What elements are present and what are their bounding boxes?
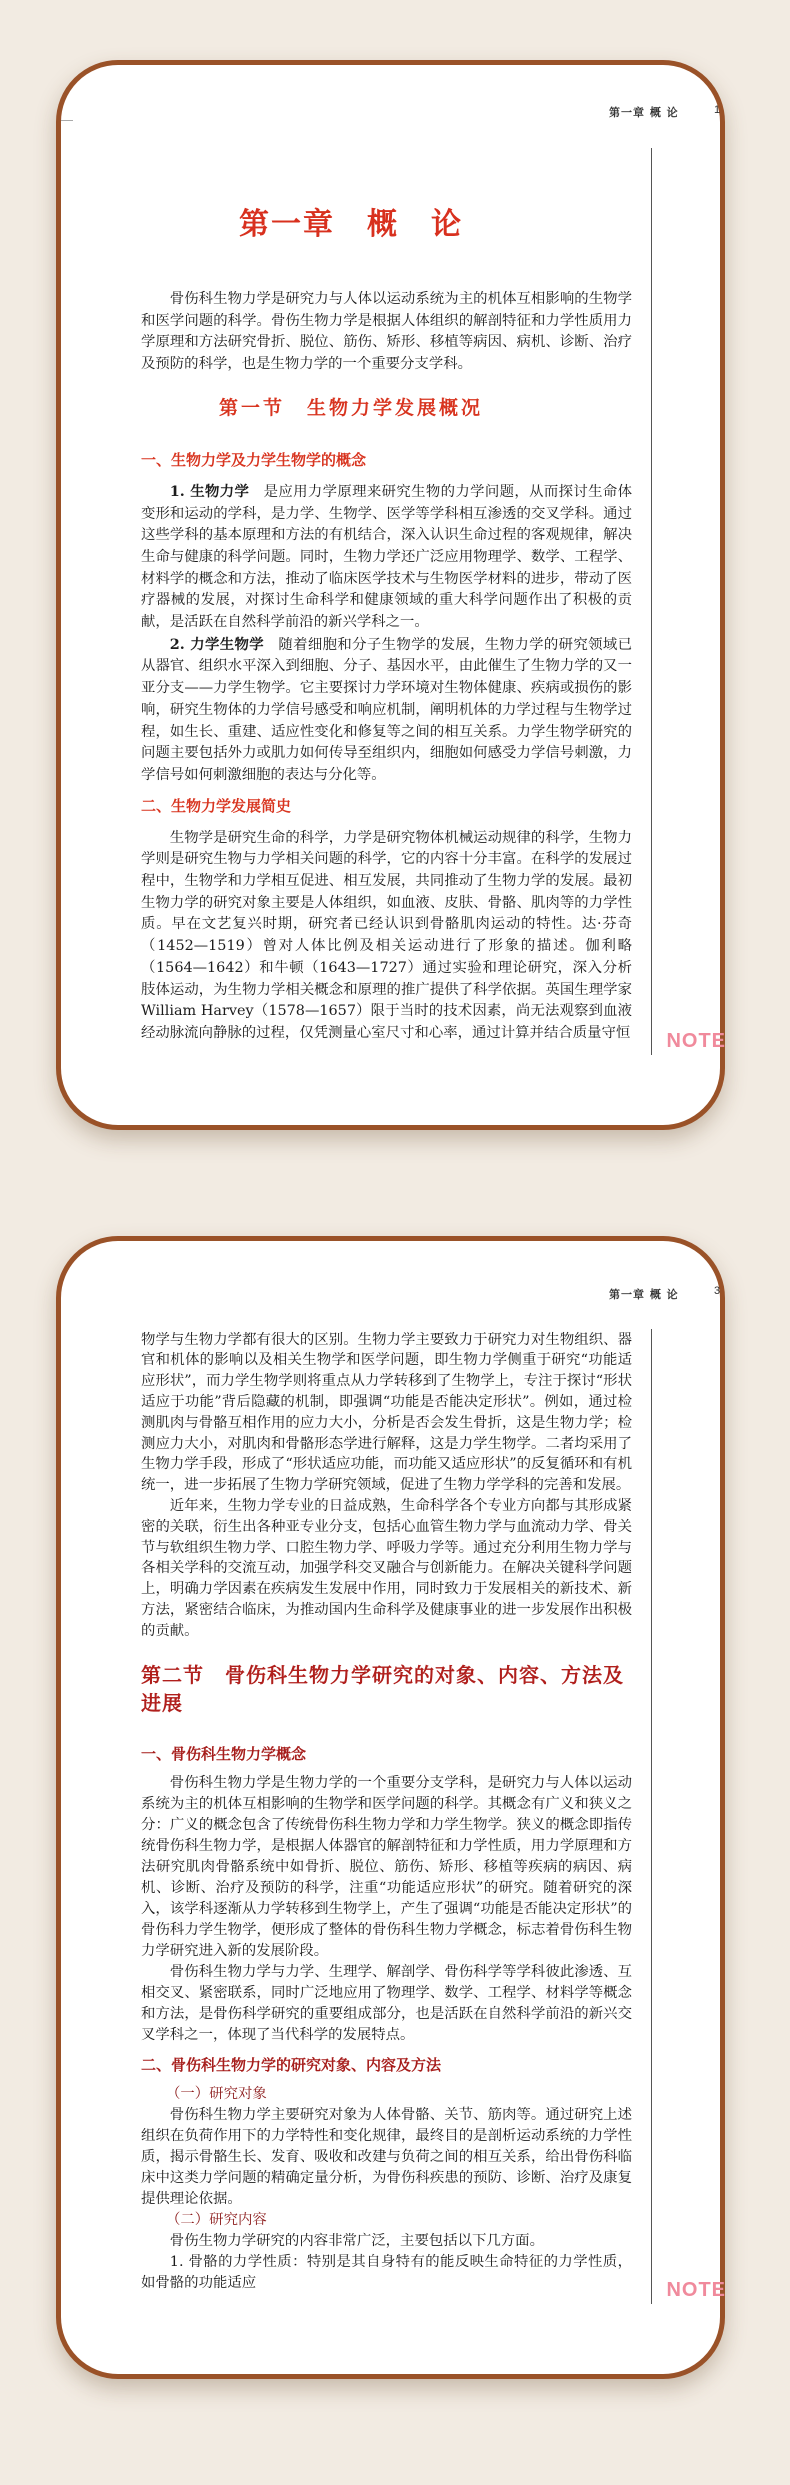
crop-mark xyxy=(61,120,73,121)
definition-mechanobiology xyxy=(141,634,632,787)
definition-text: 是应用力学原理来研究生物的力学问题，从而探讨生命体变形和运动的学科，是力学、生物学、医学等学科相互渗透的交叉学科。通过这些学科的基本原理和方法的有机结合，深入认识生命过程的客观规律，解决生命与健康的科学问题。同时，生物力学还广泛应用物理学、数学、工程学、材料学的概念和方法，推动了临床医学技术与生物医学材料的进步，带动了医疗器械的发展，对探讨生命科学和健康领域的重大科学问题作出了积极的贡献，是活跃在自然科学前沿的新兴学科之一。 xyxy=(141,483,632,631)
paragraph: 物学与生物力学都有很大的区别。生物力学主要致力于研究力对生物组织、器官和机体的影响以及相关生物学和医学问题，即生物力学侧重于研究“功能适应形状”，而力学生物学则将重点从力学转移到了生物学上，专注于探讨“形状适应于功能”背后隐藏的机制，即强调“功能是否能决定形状”。例如，通过检测肌肉与骨骼互相作用的应力大小，分析是否会发生骨折，这是生物力学；检测应力大小，对肌肉和骨骼形态学进行解释，这是力学生物学。二者均采用了生物力学手段，形成了“形状适应功能，而功能又适应形状”的反复循环和有机统一，进一步拓展了生物力学研究领域，促进了生物力学学科的完善和发展。 xyxy=(141,1331,632,1494)
heading: 二、生物力学发展简史 xyxy=(141,797,292,815)
chapter-title: 第一章 概 论 xyxy=(239,207,463,242)
history-paragraph xyxy=(141,828,632,1045)
contents-text xyxy=(141,2231,632,2294)
running-head: 第一章 概 论 xyxy=(609,106,679,119)
paragraph: 骨伤科生物力学是生物力学的一个重要分支学科，是研究力与人体以运动系统为主的机体互相影响的生物学和医学问题的科学。其概念有广义和狭义之分：广义的概念包含了传统骨伤科生物力学和力学生物学。狭义的概念即指传统骨伤科生物力学，是根据人体器官的解剖特征和力学性质，用力学原理和方法研究肌肉骨骼系统中如骨折、脱位、筋伤、矫形、移植等疾病的病因、病机、诊断、治疗及预防的科学，注重“功能适应形状”的研究。随着研究的深入，该学科逐渐从力学转移到生物学上，产生了强调“功能是否能决定形状”的骨伤科力学生物学，便形成了整体的骨伤科生物力学概念，标志着骨伤科生物力学研究进入新的发展阶段。 xyxy=(141,1774,632,1959)
book-page-3 xyxy=(56,1236,725,2379)
definition-biomechanics xyxy=(141,481,632,634)
paragraph: 近年来，生物力学专业的日益成熟，生命科学各个专业方向都与其形成紧密的关联，衍生出各种亚专业分支，包括心血管生物力学与血流动力学、骨关节与软组织生物力学、口腔生物力学、呼吸力学等。通过充分利用生物力学与各相关学科的交流互动，加强学科交叉融合与创新能力。在解决关键科学问题上，明确力学因素在疾病发生发展中作用，同时致力于发展相关的新技术、新方法，紧密结合临床，为推动国内生命科学及健康事业的进一步发展作出积极的贡献。 xyxy=(141,1498,632,1639)
running-head: 第一章 概 论 xyxy=(609,1287,679,1301)
paragraph: 骨伤生物力学研究的内容非常广泛，主要包括以下几方面。 xyxy=(169,2232,544,2249)
paragraph: 骨伤科生物力学主要研究对象为人体骨骼、关节、筋肉等。通过研究上述组织在负荷作用下的力学特性和变化规律，最终目的是剖析运动系统的力学性质，揭示骨骼生长、发育、吸收和改建与负荷之间的相互关系，给出骨伤科临床中这类力学问题的精确定量分析，为骨伤科疾患的预防、诊断、治疗及康复提供理论依据。 xyxy=(141,2106,632,2207)
section-title: 第一节 生物力学发展概况 xyxy=(218,396,483,419)
term: 1. 生物力学 xyxy=(169,482,250,500)
term: 2. 力学生物学 xyxy=(169,635,264,653)
note-stamp: NOTE xyxy=(666,2278,726,2301)
intro-paragraph xyxy=(141,289,632,376)
definition-text: 随着细胞和分子生物学的发展，生物力学的研究领域已从器官、组织水平深入到细胞、分子、基因水平，由此催生了生物力学的又一亚分支——力学生物学。它主要探讨力学环境对生物体健康、疾病或损伤的影响，研究生物体的力学信号感受和响应机制，阐明机体的力学过程与生物学过程，如生长、重建、适应性变化和修复等之间的相互关系。力学生物学研究的问题主要包括外力或肌力如何传导至组织内，细胞如何感受力学信号刺激，力学信号如何刺激细胞的表达与分化等。 xyxy=(141,636,632,783)
concept-text xyxy=(141,1773,632,2046)
paragraph: 生物学是研究生命的科学，力学是研究物体机械运动规律的科学，生物力学则是研究生物与力学相关问题的科学，它的内容十分丰富。在科学的发展过程中，生物学和力学相互促进、相互发展，共同推动了生物力学的发展。最初生物力学的研究对象主要是人体组织，如血液、皮肤、骨骼、肌肉等的力学性质。早在文艺复兴时期，研究者已经认识到骨骼肌肉运动的特性。达·芬奇（1452—1519）曾对人体比例及相关运动进行了形象的描述。伽利略（1564—1642）和牛顿（1643—1727）通过实验和理论研究，深入分析肢体运动，为生物力学相关概念和原理的推广提供了科学依据。英国生理学家 William Harvey（1578—1657）限于当时的技术因素，尚无法观察到血液经动脉流向静脉的过程，仅凭测量心室尺寸和心率，通过计算并结合质量守恒 xyxy=(141,829,632,1041)
heading: 二、骨伤科生物力学的研究对象、内容及方法 xyxy=(141,2056,442,2074)
subheading: （一）研究对象 xyxy=(166,2085,267,2102)
continued-text xyxy=(141,1330,632,1642)
definitions xyxy=(141,481,632,787)
paragraph: 骨伤科生物力学是研究力与人体以运动系统为主的机体互相影响的生物学和医学问题的科学。骨伤生物力学是根据人体组织的解剖特征和力学性质用力学原理和方法研究骨折、脱位、筋伤、矫形、移植等病因、病机、诊断、治疗及预防的科学，也是生物力学的一个重要分支学科。 xyxy=(141,291,632,373)
book-page-1 xyxy=(56,60,725,1130)
list-item: 1. 骨骼的力学性质：特别是其自身特有的能反映生命特征的力学性质，如骨骼的功能适应 xyxy=(141,2253,632,2291)
page-content xyxy=(141,1330,632,2294)
note-stamp: NOTE xyxy=(666,1029,726,1052)
margin-rule xyxy=(651,148,652,1055)
objects-text xyxy=(141,2105,632,2210)
margin-rule xyxy=(651,1329,652,2304)
heading: 一、生物力学及力学生物学的概念 xyxy=(141,451,367,469)
section-title: 第二节 骨伤科生物力学研究的对象、内容、方法及进展 xyxy=(141,1662,624,1715)
page-number: 1 xyxy=(714,104,721,116)
paragraph: 骨伤科生物力学与力学、生理学、解剖学、骨伤科学等学科彼此渗透、互相交叉、紧密联系，同时广泛地应用了物理学、数学、工程学、材料学等概念和方法，是骨伤科学研究的重要组成部分，也是活跃在自然科学前沿的新兴交叉学科之一，体现了当代科学的发展特点。 xyxy=(141,1963,632,2043)
page-content xyxy=(141,205,632,1045)
page-number: 3 xyxy=(714,1284,721,1297)
subheading: （二）研究内容 xyxy=(166,2211,267,2228)
heading: 一、骨伤科生物力学概念 xyxy=(141,1745,307,1763)
